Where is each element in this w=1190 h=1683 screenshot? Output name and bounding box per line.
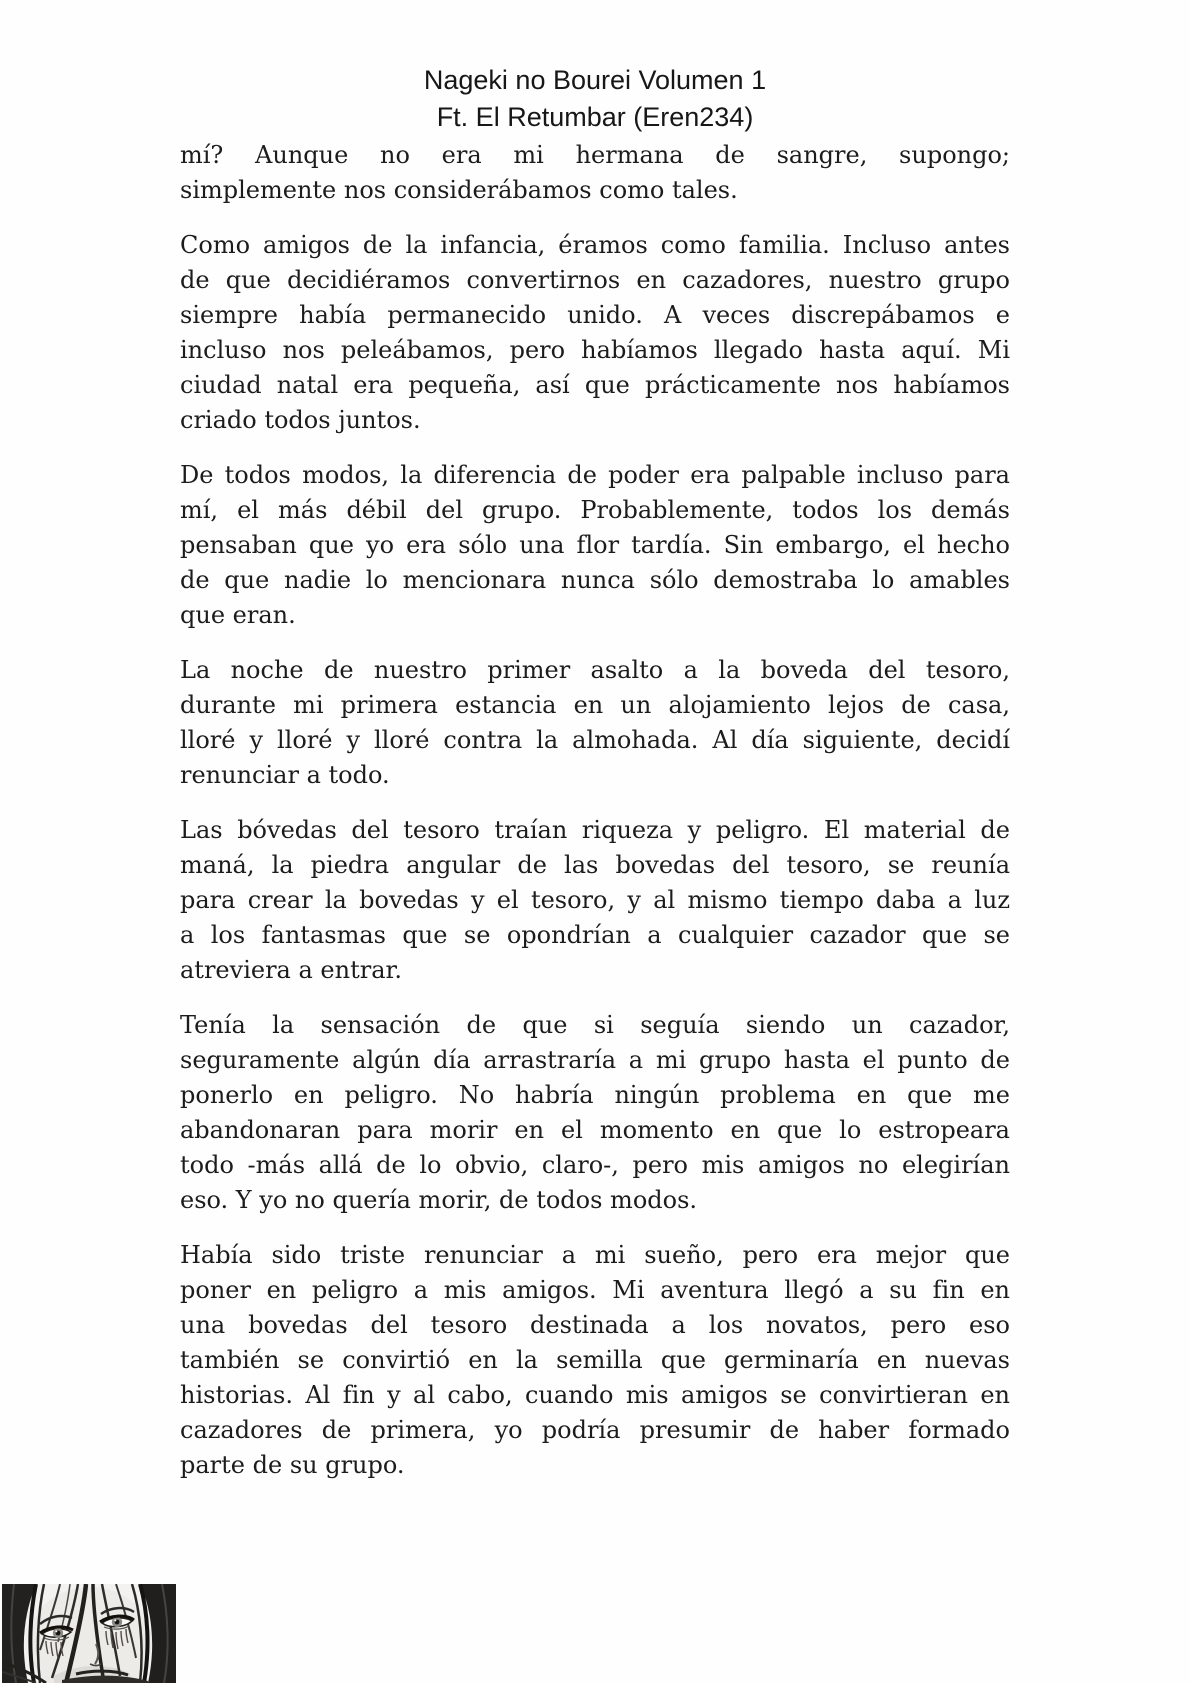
text-line: de que nadie lo mencionara nunca sólo demostraba lo amables [180, 566, 1010, 594]
text-line: atreviera a entrar. [180, 956, 402, 984]
text-line: para crear la bovedas y el tesoro, y al mismo tiempo daba a luz [180, 886, 1010, 914]
text-line: abandonaran para morir en el momento en que lo estropeara [180, 1116, 1010, 1144]
text-line: criado todos juntos. [180, 406, 421, 434]
text-line: Las bóvedas del tesoro traían riqueza y peligro. El material de [180, 816, 1010, 844]
text-line: durante mi primera estancia en un alojamiento lejos de casa, [180, 691, 1010, 719]
paragraph [180, 1238, 1010, 1483]
text-line: también se convirtió en la semilla que germinaría en nuevas [180, 1346, 1010, 1374]
paragraph [180, 1008, 1010, 1218]
text-line: incluso nos peleábamos, pero habíamos llegado hasta aquí. Mi [180, 336, 1010, 364]
text-line: mí? Aunque no era mi hermana de sangre, supongo; [180, 141, 1010, 169]
text-line: mí, el más débil del grupo. Probablemente, todos los demás [180, 496, 1010, 524]
text-line: que eran. [180, 601, 296, 629]
document-title-line-2: Ft. El Retumbar (Eren234) [436, 102, 754, 132]
text-line: todo -más allá de lo obvio, claro-, pero mis amigos no elegirían [180, 1151, 1010, 1179]
text-line: simplemente nos considerábamos como tales. [180, 176, 738, 204]
text-line: historias. Al fin y al cabo, cuando mis amigos se convirtieran en [180, 1381, 1010, 1409]
paragraph [180, 813, 1010, 988]
paragraph [180, 653, 1010, 793]
manga-face-image [2, 1584, 176, 1683]
text-line: seguramente algún día arrastraría a mi grupo hasta el punto de [180, 1046, 1010, 1074]
text-line: a los fantasmas que se opondrían a cualquier cazador que se [180, 921, 1010, 949]
text-line: una bovedas del tesoro destinada a los novatos, pero eso [180, 1311, 1010, 1339]
text-line: Tenía la sensación de que si seguía siendo un cazador, [180, 1011, 1010, 1039]
text-line: parte de su grupo. [180, 1451, 405, 1479]
text-line: lloré y lloré y lloré contra la almohada. Al día siguiente, decidí [180, 726, 1010, 754]
text-line: Había sido triste renunciar a mi sueño, pero era mejor que [180, 1241, 1010, 1269]
text-line: pensaban que yo era sólo una flor tardía. Sin embargo, el hecho [180, 531, 1010, 559]
text-line: Como amigos de la infancia, éramos como familia. Incluso antes [180, 231, 1010, 259]
document-title-line-1: Nageki no Bourei Volumen 1 [423, 65, 767, 95]
text-line: De todos modos, la diferencia de poder era palpable incluso para [180, 461, 1010, 489]
text-line: ponerlo en peligro. No habría ningún problema en que me [180, 1081, 1010, 1109]
paragraph [180, 228, 1010, 438]
document-header [0, 0, 1190, 136]
text-line: maná, la piedra angular de las bovedas del tesoro, se reunía [180, 851, 1010, 879]
text-line: siempre había permanecido unido. A veces discrepábamos e [180, 301, 1010, 329]
text-line: renunciar a todo. [180, 761, 390, 789]
text-line: La noche de nuestro primer asalto a la boveda del tesoro, [180, 656, 1010, 684]
text-line: poner en peligro a mis amigos. Mi aventura llegó a su fin en [180, 1276, 1010, 1304]
text-line: ciudad natal era pequeña, así que prácticamente nos habíamos [180, 371, 1010, 399]
paragraph [180, 458, 1010, 633]
text-line: eso. Y yo no quería morir, de todos modos. [180, 1186, 698, 1214]
paragraph [180, 138, 1010, 208]
body-text [180, 138, 1010, 1483]
text-line: cazadores de primera, yo podría presumir de haber formado [180, 1416, 1010, 1444]
text-line: de que decidiéramos convertirnos en cazadores, nuestro grupo [180, 266, 1010, 294]
manga-face-drawing [2, 1584, 176, 1683]
